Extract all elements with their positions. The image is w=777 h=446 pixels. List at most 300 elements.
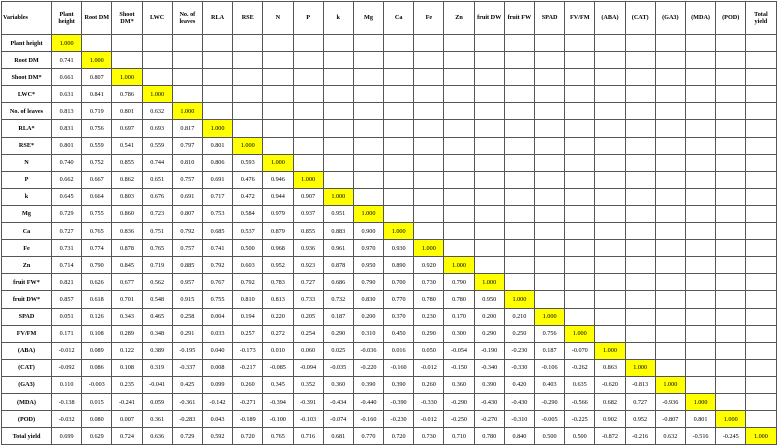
correlation-cell: 0.025	[323, 342, 353, 359]
correlation-cell: 0.740	[52, 154, 82, 171]
correlation-cell: -0.566	[565, 393, 595, 410]
empty-cell	[716, 274, 746, 291]
correlation-cell: 0.950	[353, 257, 383, 274]
empty-cell	[565, 308, 595, 325]
empty-cell	[595, 103, 625, 120]
diagonal-cell: 1.000	[535, 308, 565, 325]
empty-cell	[504, 274, 534, 291]
correlation-cell: 0.108	[112, 359, 142, 376]
empty-cell	[565, 223, 595, 240]
empty-cell	[625, 325, 655, 342]
empty-cell	[625, 188, 655, 205]
empty-cell	[565, 86, 595, 103]
empty-cell	[565, 291, 595, 308]
correlation-cell: 0.008	[202, 359, 232, 376]
empty-cell	[716, 291, 746, 308]
empty-cell	[746, 35, 776, 52]
row-label: fruit FW*	[2, 274, 52, 291]
empty-cell	[323, 137, 353, 154]
empty-cell	[746, 52, 776, 69]
empty-cell	[474, 69, 504, 86]
correlation-cell: 0.258	[172, 308, 202, 325]
correlation-cell: -0.330	[414, 393, 444, 410]
empty-cell	[535, 188, 565, 205]
diagonal-cell: 1.000	[444, 257, 474, 274]
correlation-cell: 0.803	[112, 188, 142, 205]
diagonal-cell: 1.000	[685, 393, 715, 410]
row-label: N	[2, 154, 52, 171]
correlation-cell: 0.450	[384, 325, 414, 342]
correlation-cell: 0.817	[172, 120, 202, 137]
empty-cell	[474, 35, 504, 52]
empty-cell	[625, 205, 655, 222]
table-row	[2, 342, 777, 359]
empty-cell	[595, 325, 625, 342]
correlation-cell: 0.171	[52, 325, 82, 342]
empty-cell	[444, 223, 474, 240]
correlation-cell: 0.651	[142, 171, 172, 188]
empty-cell	[535, 205, 565, 222]
empty-cell	[414, 154, 444, 171]
empty-cell	[535, 120, 565, 137]
correlation-cell: 0.774	[82, 240, 112, 257]
empty-cell	[263, 120, 293, 137]
correlation-cell: 0.729	[52, 205, 82, 222]
empty-cell	[655, 188, 685, 205]
empty-cell	[82, 35, 112, 52]
table-row	[2, 393, 777, 410]
empty-cell	[444, 86, 474, 103]
column-header: (POD)	[716, 2, 746, 35]
correlation-cell: 0.801	[685, 411, 715, 428]
empty-cell	[685, 240, 715, 257]
correlation-cell: -0.032	[52, 411, 82, 428]
empty-cell	[595, 257, 625, 274]
empty-cell	[565, 171, 595, 188]
empty-cell	[685, 188, 715, 205]
correlation-cell: 0.952	[625, 411, 655, 428]
empty-cell	[172, 69, 202, 86]
empty-cell	[293, 69, 323, 86]
correlation-cell: -0.012	[414, 411, 444, 428]
correlation-cell: -0.216	[625, 428, 655, 445]
table-row	[2, 69, 777, 86]
correlation-cell: -0.054	[444, 342, 474, 359]
correlation-cell: 0.885	[172, 257, 202, 274]
empty-cell	[685, 120, 715, 137]
empty-cell	[685, 308, 715, 325]
empty-cell	[353, 120, 383, 137]
empty-cell	[746, 291, 776, 308]
empty-cell	[716, 393, 746, 410]
correlation-cell: 0.961	[323, 240, 353, 257]
column-header: fruit DW	[474, 2, 504, 35]
diagonal-cell: 1.000	[746, 428, 776, 445]
empty-cell	[172, 52, 202, 69]
correlation-cell: -0.283	[172, 411, 202, 428]
correlation-cell: 0.732	[323, 291, 353, 308]
correlation-cell: 0.126	[82, 308, 112, 325]
empty-cell	[625, 240, 655, 257]
empty-cell	[172, 86, 202, 103]
column-header: Ca	[384, 2, 414, 35]
empty-cell	[444, 69, 474, 86]
row-label: FV/FM	[2, 325, 52, 342]
empty-cell	[444, 35, 474, 52]
correlation-cell: -0.391	[293, 393, 323, 410]
correlation-cell: 0.425	[172, 376, 202, 393]
correlation-cell: 0.780	[444, 291, 474, 308]
correlation-cell: 0.727	[52, 223, 82, 240]
empty-cell	[474, 188, 504, 205]
table-row	[2, 411, 777, 428]
empty-cell	[716, 52, 746, 69]
empty-cell	[716, 325, 746, 342]
empty-cell	[535, 240, 565, 257]
empty-cell	[353, 137, 383, 154]
diagonal-cell: 1.000	[353, 205, 383, 222]
correlation-cell: 0.187	[535, 342, 565, 359]
empty-cell	[535, 69, 565, 86]
empty-cell	[474, 120, 504, 137]
column-header: RLA	[202, 2, 232, 35]
correlation-cell: 0.701	[112, 291, 142, 308]
empty-cell	[685, 137, 715, 154]
empty-cell	[202, 52, 232, 69]
correlation-cell: 0.979	[263, 205, 293, 222]
correlation-cell: -0.394	[263, 393, 293, 410]
correlation-cell: -0.094	[293, 359, 323, 376]
row-label: Ca	[2, 223, 52, 240]
correlation-cell: 0.584	[233, 205, 263, 222]
correlation-cell: 0.757	[172, 240, 202, 257]
correlation-cell: 0.710	[444, 428, 474, 445]
diagonal-cell: 1.000	[414, 240, 444, 257]
correlation-cell: 0.403	[535, 376, 565, 393]
correlation-cell: 0.390	[474, 376, 504, 393]
empty-cell	[384, 69, 414, 86]
correlation-cell: 0.807	[172, 205, 202, 222]
correlation-cell: -0.195	[172, 342, 202, 359]
empty-cell	[716, 103, 746, 120]
empty-cell	[384, 171, 414, 188]
correlation-cell: 0.801	[202, 137, 232, 154]
correlation-cell: 0.110	[52, 376, 82, 393]
empty-cell	[263, 137, 293, 154]
correlation-cell: 0.592	[202, 428, 232, 445]
correlation-cell: -0.150	[444, 359, 474, 376]
empty-cell	[746, 257, 776, 274]
correlation-cell: 0.691	[172, 188, 202, 205]
empty-cell	[323, 154, 353, 171]
empty-cell	[595, 52, 625, 69]
empty-cell	[474, 257, 504, 274]
correlation-cell: 0.790	[353, 274, 383, 291]
empty-cell	[444, 154, 474, 171]
correlation-cell: 0.878	[323, 257, 353, 274]
correlation-cell: -0.100	[263, 411, 293, 428]
correlation-cell: -0.330	[504, 359, 534, 376]
correlation-cell: -0.070	[565, 342, 595, 359]
row-label: P	[2, 171, 52, 188]
empty-cell	[565, 257, 595, 274]
empty-cell	[414, 223, 444, 240]
empty-cell	[323, 171, 353, 188]
empty-cell	[565, 137, 595, 154]
correlation-cell: 0.697	[112, 120, 142, 137]
empty-cell	[444, 103, 474, 120]
correlation-cell: 0.500	[535, 428, 565, 445]
empty-cell	[655, 52, 685, 69]
empty-cell	[595, 154, 625, 171]
correlation-cell: 0.810	[172, 154, 202, 171]
empty-cell	[323, 69, 353, 86]
empty-cell	[625, 257, 655, 274]
empty-cell	[655, 291, 685, 308]
empty-cell	[444, 52, 474, 69]
empty-cell	[263, 86, 293, 103]
empty-cell	[535, 137, 565, 154]
correlation-cell: -0.813	[625, 376, 655, 393]
correlation-cell: 0.086	[82, 359, 112, 376]
empty-cell	[353, 103, 383, 120]
empty-cell	[746, 120, 776, 137]
correlation-cell: -0.160	[353, 411, 383, 428]
empty-cell	[595, 205, 625, 222]
empty-cell	[414, 171, 444, 188]
correlation-cell: 0.050	[414, 342, 444, 359]
empty-cell	[655, 35, 685, 52]
empty-cell	[474, 52, 504, 69]
empty-cell	[384, 120, 414, 137]
correlation-cell: 0.360	[444, 376, 474, 393]
correlation-cell: 0.836	[112, 223, 142, 240]
diagonal-cell: 1.000	[504, 291, 534, 308]
correlation-cell: 0.907	[293, 188, 323, 205]
correlation-cell: 0.200	[474, 308, 504, 325]
empty-cell	[685, 359, 715, 376]
diagonal-cell: 1.000	[474, 274, 504, 291]
correlation-cell: -0.310	[504, 411, 534, 428]
correlation-cell: 0.541	[112, 137, 142, 154]
column-header: k	[323, 2, 353, 35]
correlation-cell: -0.390	[384, 393, 414, 410]
empty-cell	[384, 188, 414, 205]
correlation-cell: 0.923	[293, 257, 323, 274]
empty-cell	[414, 69, 444, 86]
correlation-cell: 0.260	[414, 376, 444, 393]
empty-cell	[655, 205, 685, 222]
row-label: Plant height	[2, 35, 52, 52]
empty-cell	[353, 35, 383, 52]
correlation-cell: 0.348	[142, 325, 172, 342]
empty-cell	[655, 120, 685, 137]
table-row	[2, 291, 777, 308]
empty-cell	[474, 171, 504, 188]
diagonal-cell: 1.000	[82, 52, 112, 69]
correlation-cell: -0.271	[233, 393, 263, 410]
empty-cell	[685, 342, 715, 359]
column-header: (MDA)	[685, 2, 715, 35]
empty-cell	[565, 188, 595, 205]
empty-cell	[716, 171, 746, 188]
empty-cell	[716, 223, 746, 240]
empty-cell	[504, 86, 534, 103]
correlation-cell: 0.890	[384, 257, 414, 274]
empty-cell	[504, 240, 534, 257]
empty-cell	[655, 274, 685, 291]
correlation-cell: -0.189	[233, 411, 263, 428]
empty-cell	[565, 35, 595, 52]
correlation-cell: -0.012	[414, 359, 444, 376]
correlation-cell: 0.559	[82, 137, 112, 154]
empty-cell	[655, 154, 685, 171]
empty-cell	[685, 171, 715, 188]
correlation-cell: -0.440	[353, 393, 383, 410]
table-row	[2, 154, 777, 171]
empty-cell	[172, 35, 202, 52]
correlation-cell: 0.957	[172, 274, 202, 291]
empty-cell	[233, 52, 263, 69]
table-row	[2, 257, 777, 274]
empty-cell	[655, 240, 685, 257]
correlation-cell: -0.807	[655, 411, 685, 428]
correlation-cell: 0.733	[293, 291, 323, 308]
correlation-cell: 0.122	[112, 342, 142, 359]
correlation-cell: 0.863	[595, 359, 625, 376]
empty-cell	[535, 257, 565, 274]
empty-cell	[716, 137, 746, 154]
correlation-cell: -0.003	[82, 376, 112, 393]
empty-cell	[595, 69, 625, 86]
correlation-cell: 0.752	[82, 154, 112, 171]
correlation-cell: 0.878	[112, 240, 142, 257]
correlation-cell: 0.862	[112, 171, 142, 188]
empty-cell	[685, 223, 715, 240]
row-label: k	[2, 188, 52, 205]
empty-cell	[746, 103, 776, 120]
correlation-cell: 0.686	[323, 274, 353, 291]
correlation-cell: 0.662	[52, 171, 82, 188]
empty-cell	[655, 137, 685, 154]
correlation-cell: -0.872	[595, 428, 625, 445]
empty-cell	[746, 274, 776, 291]
empty-cell	[504, 257, 534, 274]
correlation-cell: 0.753	[202, 205, 232, 222]
empty-cell	[595, 35, 625, 52]
row-label: Root DM	[2, 52, 52, 69]
empty-cell	[655, 308, 685, 325]
correlation-cell: 0.801	[112, 103, 142, 120]
diagonal-cell: 1.000	[142, 86, 172, 103]
empty-cell	[202, 69, 232, 86]
empty-cell	[685, 69, 715, 86]
empty-cell	[353, 86, 383, 103]
empty-cell	[293, 137, 323, 154]
empty-cell	[353, 52, 383, 69]
table-body	[2, 35, 777, 445]
table-row	[2, 325, 777, 342]
column-header: (GA3)	[655, 2, 685, 35]
table-row	[2, 376, 777, 393]
empty-cell	[716, 188, 746, 205]
correlation-cell: -0.434	[323, 393, 353, 410]
empty-cell	[444, 240, 474, 257]
row-label: Shoot DM*	[2, 69, 52, 86]
correlation-cell: 0.841	[82, 86, 112, 103]
correlation-cell: -0.430	[474, 393, 504, 410]
empty-cell	[202, 86, 232, 103]
empty-cell	[746, 240, 776, 257]
empty-cell	[625, 69, 655, 86]
diagonal-cell: 1.000	[716, 411, 746, 428]
diagonal-cell: 1.000	[233, 137, 263, 154]
diagonal-cell: 1.000	[52, 35, 82, 52]
correlation-cell: 0.254	[293, 325, 323, 342]
correlation-cell: 0.727	[293, 274, 323, 291]
column-header: N	[263, 2, 293, 35]
column-header: FV/FM	[565, 2, 595, 35]
empty-cell	[353, 188, 383, 205]
correlation-cell: 0.352	[293, 376, 323, 393]
empty-cell	[504, 188, 534, 205]
correlation-cell: 0.751	[142, 223, 172, 240]
correlation-cell: 0.720	[233, 428, 263, 445]
column-header: P	[293, 2, 323, 35]
empty-cell	[414, 52, 444, 69]
correlation-cell: 0.950	[474, 291, 504, 308]
empty-cell	[444, 137, 474, 154]
correlation-cell: 0.731	[52, 240, 82, 257]
empty-cell	[565, 274, 595, 291]
correlation-cell: 0.801	[52, 137, 82, 154]
correlation-cell: 0.593	[233, 154, 263, 171]
correlation-cell: 0.813	[52, 103, 82, 120]
table-row	[2, 308, 777, 325]
diagonal-cell: 1.000	[293, 171, 323, 188]
empty-cell	[263, 35, 293, 52]
empty-cell	[685, 325, 715, 342]
empty-cell	[233, 120, 263, 137]
empty-cell	[474, 205, 504, 222]
empty-cell	[474, 86, 504, 103]
empty-cell	[444, 120, 474, 137]
column-header: Root DM	[82, 2, 112, 35]
correlation-cell: 0.632	[655, 428, 685, 445]
correlation-cell: 0.476	[233, 171, 263, 188]
correlation-cell: 0.855	[293, 223, 323, 240]
empty-cell	[504, 171, 534, 188]
empty-cell	[202, 103, 232, 120]
correlation-cell: -0.217	[233, 359, 263, 376]
empty-cell	[504, 52, 534, 69]
empty-cell	[535, 154, 565, 171]
empty-cell	[293, 103, 323, 120]
correlation-cell: 0.043	[202, 411, 232, 428]
table-row	[2, 120, 777, 137]
correlation-cell: -0.092	[52, 359, 82, 376]
correlation-cell: 0.765	[263, 428, 293, 445]
correlation-cell: 0.360	[323, 376, 353, 393]
empty-cell	[685, 103, 715, 120]
correlation-cell: 0.626	[82, 274, 112, 291]
correlation-cell: 0.915	[172, 291, 202, 308]
correlation-cell: 0.290	[474, 325, 504, 342]
correlation-cell: 0.548	[142, 291, 172, 308]
row-label: RLA*	[2, 120, 52, 137]
correlation-cell: 0.390	[353, 376, 383, 393]
empty-cell	[746, 342, 776, 359]
